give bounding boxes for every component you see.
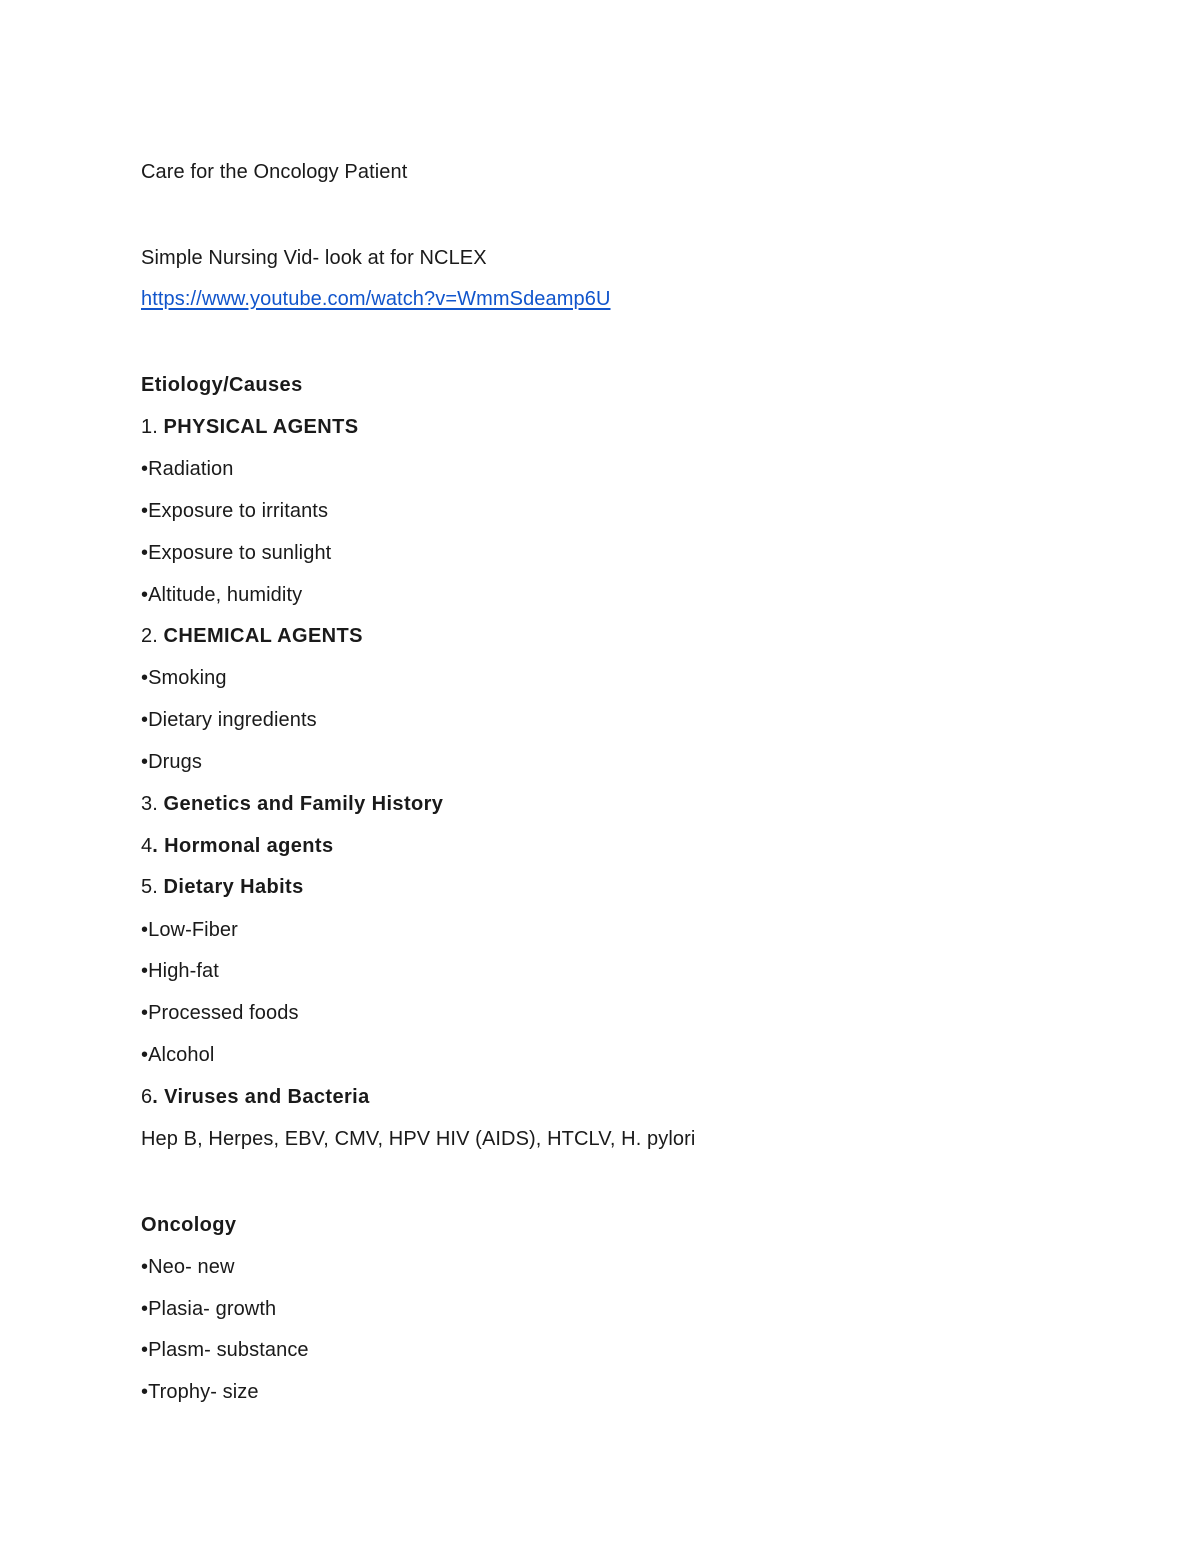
- genetics-label: Genetics and Family History: [163, 793, 444, 815]
- list-number: 4: [141, 835, 153, 857]
- list-item: •Dietary ingredients: [141, 709, 317, 731]
- dietary-label: Dietary Habits: [163, 876, 304, 898]
- etiology-heading: Etiology/Causes: [141, 374, 303, 396]
- oncology-heading: Oncology: [141, 1214, 237, 1236]
- list-item: •Exposure to sunlight: [141, 542, 332, 564]
- dietary-heading: [141, 875, 304, 899]
- list-item: •Plasia- growth: [141, 1298, 277, 1320]
- viruses-label: . Viruses and Bacteria: [152, 1086, 370, 1108]
- list-number: 2.: [141, 625, 164, 647]
- list-item: •Smoking: [141, 667, 227, 689]
- list-number: 3.: [141, 793, 164, 815]
- video-link[interactable]: https://www.youtube.com/watch?v=WmmSdeamp6U: [141, 288, 611, 310]
- hormonal-heading: [141, 834, 334, 858]
- physical-agents-label: PHYSICAL AGENTS: [163, 416, 359, 438]
- list-number: 6: [141, 1086, 153, 1108]
- list-item: •Exposure to irritants: [141, 500, 329, 522]
- list-number: 1.: [141, 416, 164, 438]
- document-title: Care for the Oncology Patient: [141, 161, 408, 183]
- list-item: •Radiation: [141, 458, 234, 480]
- list-item: •Alcohol: [141, 1044, 215, 1066]
- list-item: •Trophy- size: [141, 1381, 259, 1403]
- list-item: •Neo- new: [141, 1256, 235, 1278]
- list-item: •Processed foods: [141, 1002, 299, 1024]
- list-number: 5.: [141, 876, 164, 898]
- genetics-heading: [141, 792, 443, 816]
- list-item: •Drugs: [141, 751, 202, 773]
- physical-agents-heading: [141, 415, 358, 439]
- list-item: •Plasm- substance: [141, 1339, 309, 1361]
- viruses-heading: [141, 1085, 370, 1109]
- chemical-agents-label: CHEMICAL AGENTS: [163, 625, 363, 647]
- list-item: •High-fat: [141, 960, 219, 982]
- list-item: •Low-Fiber: [141, 919, 238, 941]
- list-item: •Altitude, humidity: [141, 584, 303, 606]
- chemical-agents-heading: [141, 624, 363, 648]
- viruses-detail: Hep B, Herpes, EBV, CMV, HPV HIV (AIDS), HTCLV, H. pylori: [141, 1128, 696, 1150]
- video-note: Simple Nursing Vid- look at for NCLEX: [141, 247, 487, 269]
- hormonal-label: . Hormonal agents: [152, 835, 334, 857]
